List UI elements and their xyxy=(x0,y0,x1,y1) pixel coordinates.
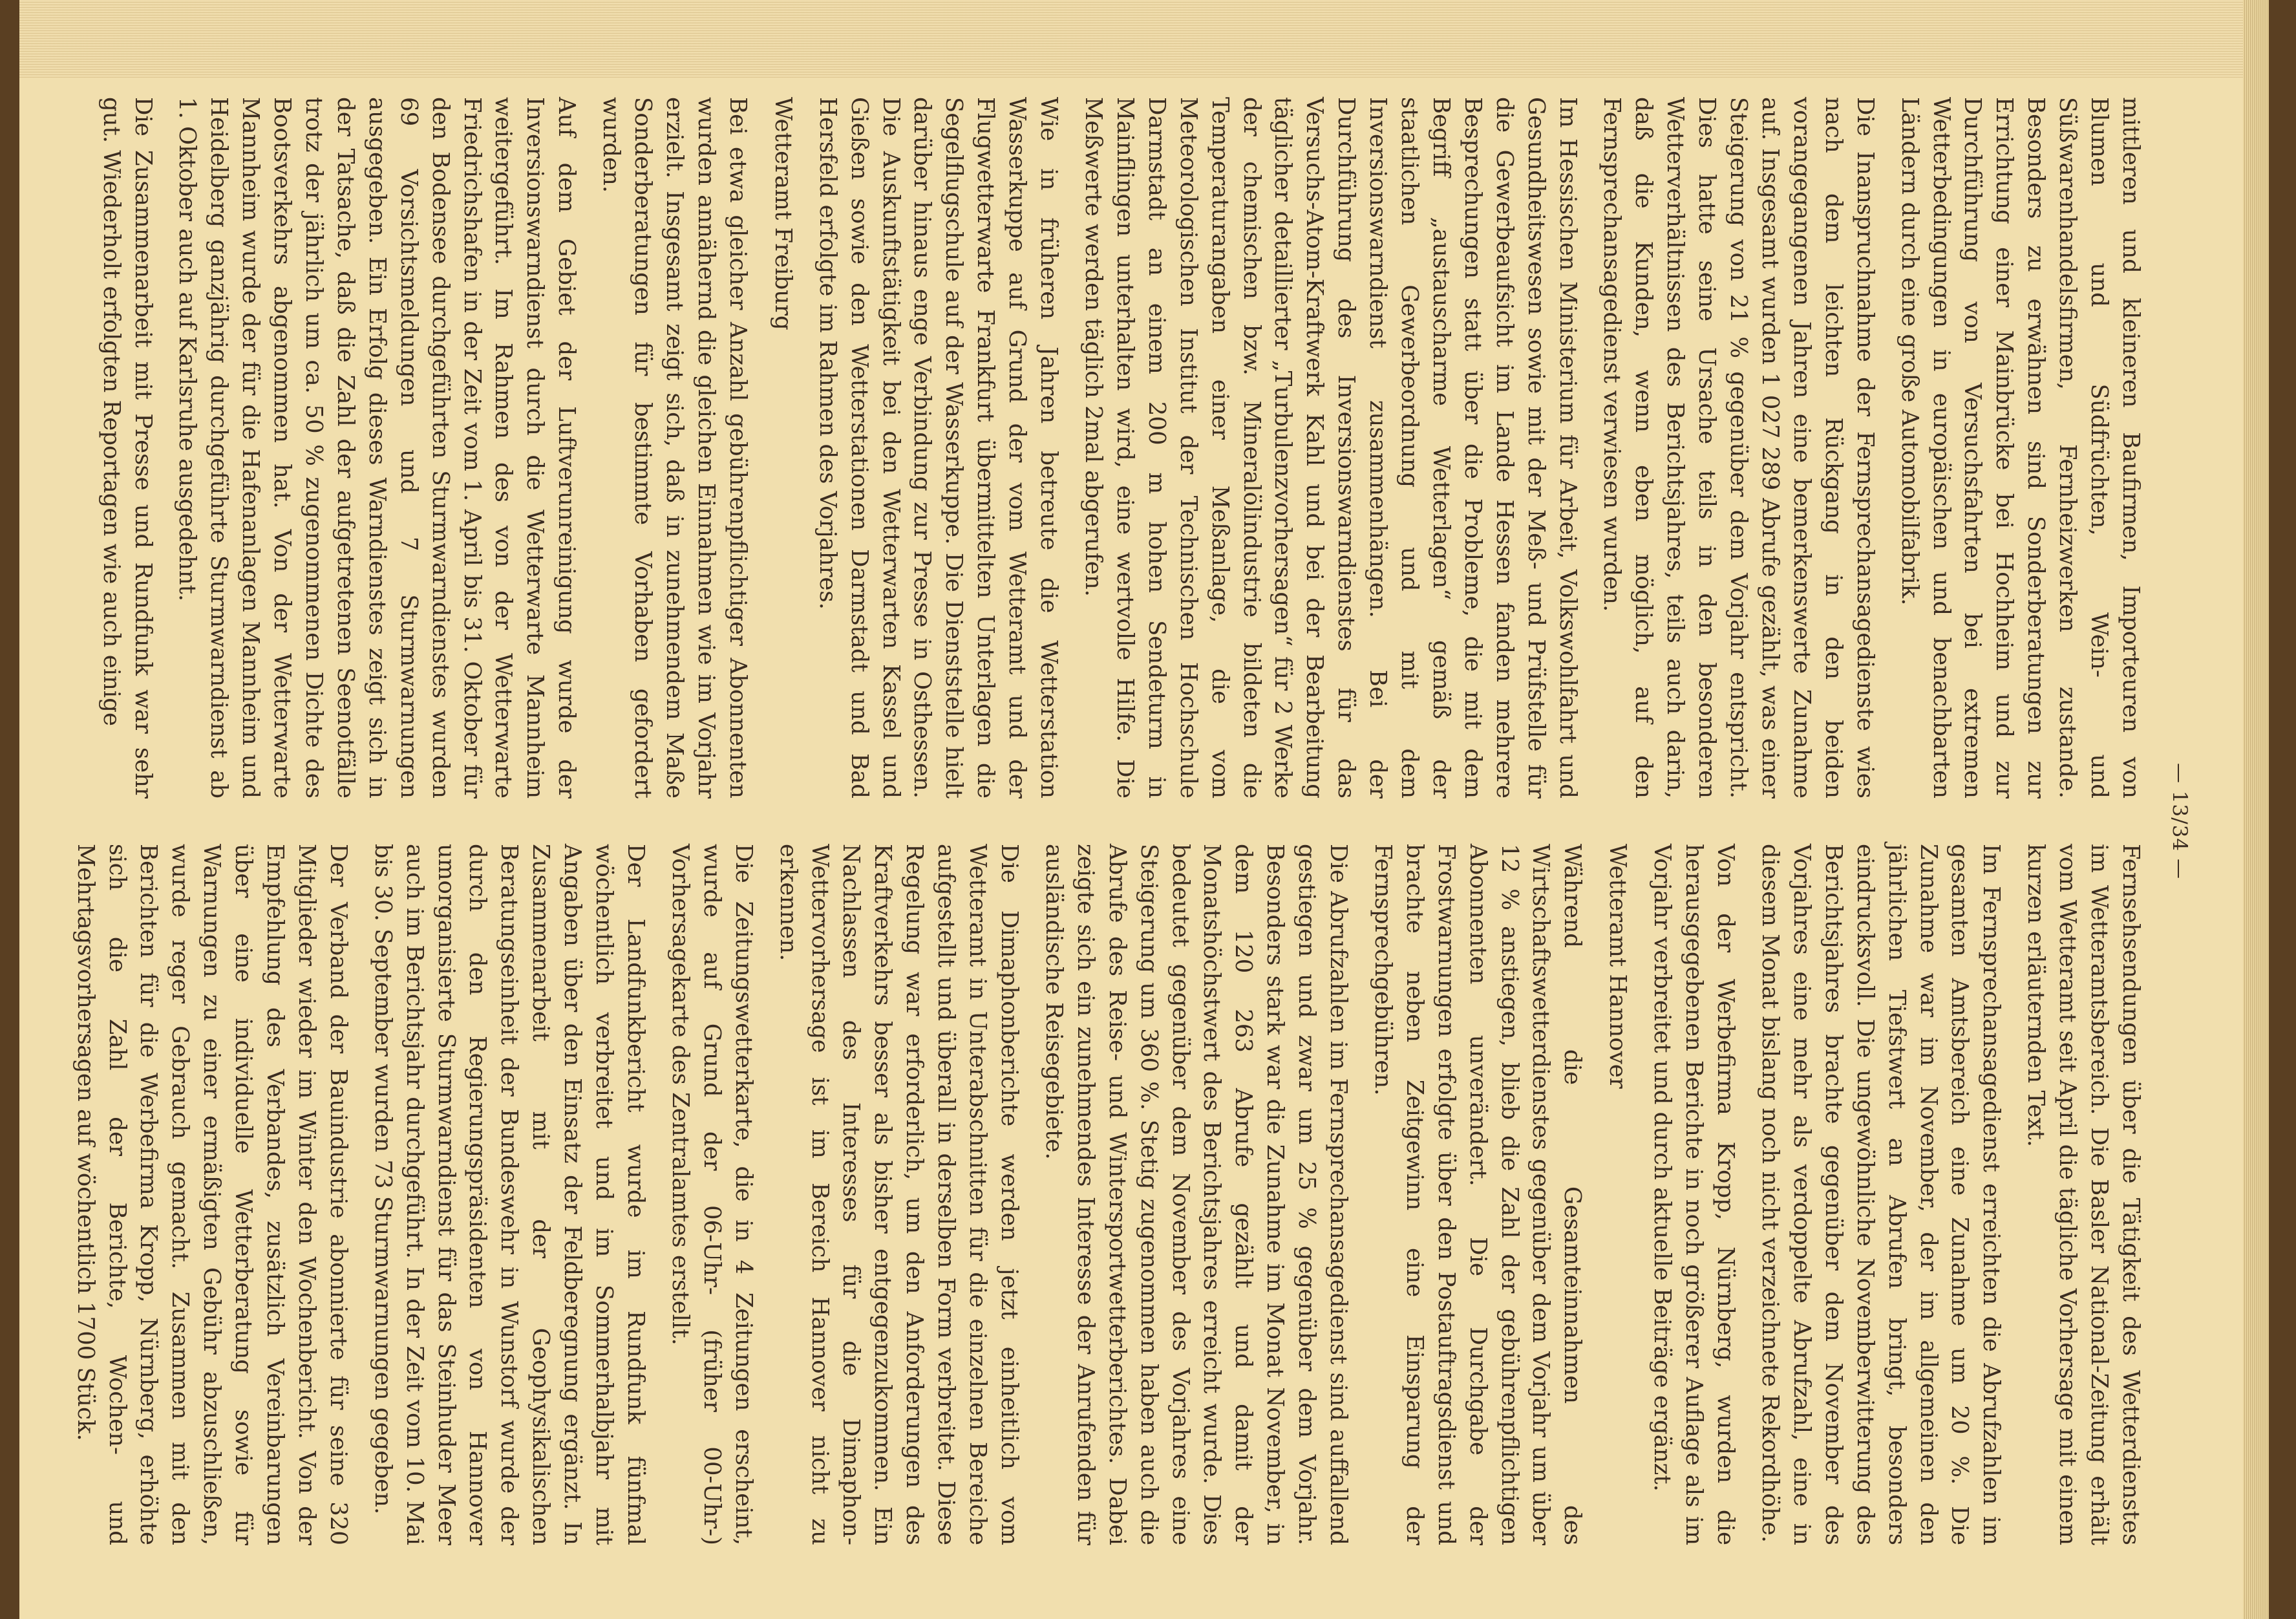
paragraph: Im Hessischen Ministerium für Arbeit, Volkswohlfahrt und Gesundheitswesen sowie mit der Meß- und Prüfstelle für die Gewerbeaufsicht im Lande Hessen fanden mehrere Besprechungen statt über die Probleme, die mit dem Begriff „austauscharme Wetterlagen“ gemäß der staatlichen Gewerbeordnung und mit dem Inversionswarndienst zusammenhängen. Bei der Durchführung des Inversionswarndienstes für das Versuchs-Atom-Kraftwerk Kahl und bei der Bearbeitung täglicher detaillierter „Turbulenzvorhersagen“ für 2 Werke der chemischen bzw. Mineralölindustrie bildeten die Temperaturangaben einer Meßanlage, die vom Meteorologischen Institut der Technischen Hochschule Darmstadt an einem 200 m hohen Sendeturm in Mainflingen unterhalten wird, eine wertvolle Hilfe. Die Meßwerte werden täglich 2mal abgerufen. xyxy=(1080,97,1581,799)
paragraph: Der Landfunkbericht wurde im Rundfunk fünfmal wöchentlich verbreitet und im Sommerhalbjahr mit Angaben über den Einsatz der Feldberegnung ergänzt. In Zusammenarbeit mit der Geophysikalischen Beratungseinheit der Bundeswehr in Wunstorf wurde der durch den Regierungspräsidenten von Hannover umorganisierte Sturmwarndienst für das Steinhuder Meer auch im Berichtsjahr durchgeführt. In der Zeit vom 10. Mai bis 30. September wurden 73 Sturmwarnungen gegeben. xyxy=(369,844,650,1545)
paragraph: Bei etwa gleicher Anzahl gebührenpflichtiger Abonnenten wurden annähernd die gleichen Einnahmen wie im Vorjahr erzielt. Insgesamt zeigt sich, daß in zunehmendem Maße Sonderberatungen für bestimmte Vorhaben gefordert wurden. xyxy=(598,97,751,799)
paragraph: Im Fernsprechansagedienst erreichten die Abrufzahlen im gesamten Amtsbereich eine Zunahme um 20 %. Die Zunahme war im November, der im allgemeinen den jährlichen Tiefstwert an Abrufen bringt, besonders eindrucksvoll. Die ungewöhnliche Novemberwitterung des Berichtsjahres brachte gegenüber dem November des Vorjahres eine mehr als verdoppelte Abrufzahl, eine in diesem Monat bislang noch nicht verzeichnete Rekordhöhe. xyxy=(1757,844,2005,1545)
paragraph: Während die Gesamteinnahmen des Wirtschaftswetterdienstes gegenüber dem Vorjahr um über 12 % anstiegen, blieb die Zahl der gebührenpflichtigen Abonnenten unverändert. Die Durchgabe der Frostwarnungen erfolgte über den Postauftragsdienst und brachte neben Zeitgewinn eine Einsparung der Fernsprechgebühren. xyxy=(1369,844,1586,1545)
paragraph: Die Zusammenarbeit mit Presse und Rundfunk war sehr gut. Wiederholt erfolgten Reportagen wie auch einige xyxy=(98,97,156,799)
page-edge-top xyxy=(19,0,2269,78)
paragraph: Die Zeitungswetterkarte, die in 4 Zeitungen erscheint, wurde auf Grund der 06-Uhr- (früher 00-Uhr-) Vorhersagekarte des Zentralamtes erstellt. xyxy=(666,844,757,1545)
text-columns xyxy=(56,97,2146,1545)
section-heading: Wetteramt Hannover xyxy=(1604,844,1632,1089)
page-number: — 13/34 — xyxy=(2168,762,2191,880)
right-column xyxy=(56,844,2146,1545)
paragraph: mittleren und kleineren Baufirmen, Importeuren von Blumen und Südfrüchten, Wein- und Süßwarenhandelsfirmen, Fernheizwerken zustande. Besonders zu erwähnen sind Sonderberatungen zur Errichtung einer Mainbrücke bei Hochheim und zur Durchführung von Versuchsfahrten bei extremen Wetterbedingungen in europäischen und benachbarten Ländern durch eine große Automobilfabrik. xyxy=(1896,97,2144,799)
paragraph: Die Inanspruchnahme der Fernsprechansagedienste wies nach dem leichten Rückgang in den beiden vorangegangenen Jahren eine bemerkenswerte Zunahme auf. Insgesamt wurden 1 027 289 Abrufe gezählt, was einer Steigerung von 21 % gegenüber dem Vorjahr entspricht. Dies hatte seine Ursache teils in den besonderen Wetterverhältnissen des Berichtsjahres, teils auch darin, daß die Kunden, wenn eben möglich, auf den Fernsprechansagedienst verwiesen wurden. xyxy=(1599,97,1878,799)
left-column xyxy=(56,97,2146,799)
paragraph: Die Dimaphonberichte werden jetzt einheitlich vom Wetteramt in Unterabschnitten für die einzelnen Bereiche aufgestellt und überall in derselben Form verbreitet. Diese Regelung war erforderlich, um den Anforderungen des Kraftverkehrs besser als bisher entgegenzukommen. Ein Nachlassen des Interesses für die Dimaphon-Wettervorhersage ist im Bereich Hannover nicht zu erkennen. xyxy=(774,844,1023,1545)
page-edge-right xyxy=(2243,0,2269,1619)
paragraph: Auf dem Gebiet der Luftverunreinigung wurde der Inversionswarndienst durch die Wetterwarte Mannheim weitergeführt. Im Rahmen des von der Wetterwarte Friedrichshafen in der Zeit vom 1. April bis 31. Oktober für den Bodensee durchgeführten Sturmwarndienstes wurden 69 Vorsichtsmeldungen und 7 Sturmwarnungen ausgegeben. Ein Erfolg dieses Warndienstes zeigt sich in der Tatsache, daß die Zahl der aufgetretenen Seenotfälle trotz der jährlich um ca. 50 % zugenommenen Dichte des Bootsverkehrs abgenommen hat. Von der Wetterwarte Mannheim wurde der für die Hafenanlagen Mannheim und Heidelberg ganzjährig durchgeführte Sturmwarndienst ab 1. Oktober auch auf Karlsruhe ausgedehnt. xyxy=(174,97,580,799)
rotated-text-block xyxy=(72,97,2191,1545)
paragraph: Von der Werbefirma Kropp, Nürnberg, wurden die herausgegebenen Berichte in noch größerer Auflage als im Vorjahr verbreitet und durch aktuelle Beiträge ergänzt. xyxy=(1649,844,1739,1545)
paragraph: Fernsehsendungen über die Tätigkeit des Wetterdienstes im Wetteramtsbereich. Die Basler National-Zeitung erhält vom Wetteramt seit April die tägliche Vorhersage mit einem kurzen erläuternden Text. xyxy=(2023,844,2144,1545)
paragraph: Die Abrufzahlen im Fernsprechansagedienst sind auffallend gestiegen und zwar um 25 % gegenüber dem Vorjahr. Besonders stark war die Zunahme im Monat November, in dem 120 263 Abrufe gezählt und damit der Monatshöchstwert des Berichtsjahres erreicht wurde. Dies bedeutet gegenüber dem November des Vorjahres eine Steigerung um 360 %. Stetig zugenommen haben auch die Abrufe des Reise- und Wintersportwetterberichtes. Dabei zeigte sich ein zunehmendes Interesse der Anrufenden für ausländische Reisegebiete. xyxy=(1040,844,1352,1545)
section-heading: Wetteramt Freiburg xyxy=(769,97,796,330)
paragraph: Wie in früheren Jahren betreute die Wetterstation Wasserkuppe auf Grund der vom Wetteramt und der Flugwetterwarte Frankfurt übermittelten Unterlagen die Segelflugschule auf der Wasserkuppe. Die Dienststelle hielt darüber hinaus enge Verbindung zur Presse in Osthessen. Die Auskunftstätigkeit bei den Wetterwarten Kassel und Gießen sowie den Wetterstationen Darmstadt und Bad Hersfeld erfolgte im Rahmen des Vorjahres. xyxy=(814,97,1063,799)
document-page xyxy=(19,0,2269,1619)
paragraph: Der Verband der Bauindustrie abonnierte für seine 320 Mitglieder wieder im Winter den Wochenbericht. Von der Empfehlung des Verbandes, zusätzlich Vereinbarungen über eine individuelle Wetterberatung sowie für Warnungen zu einer ermäßigten Gebühr abzuschließen, wurde reger Gebrauch gemacht. Zusammen mit den Berichten für die Werbefirma Kropp, Nürnberg, erhöhte sich die Zahl der Berichte, Wochen- und Mehrtagsvorhersagen auf wöchentlich 1700 Stück. xyxy=(72,844,352,1545)
